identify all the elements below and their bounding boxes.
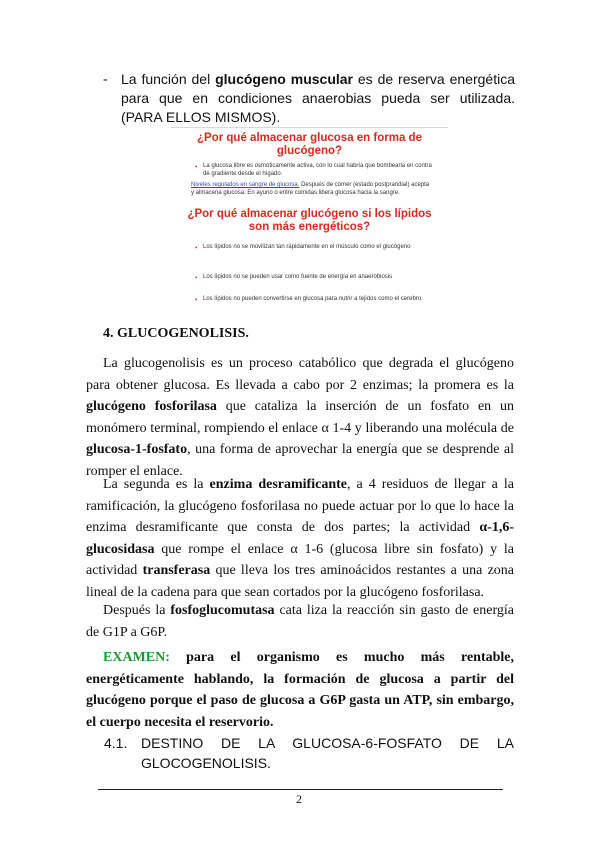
bold-run: fosfoglucomutasa <box>170 603 275 618</box>
bold-run: enzima desramificante <box>209 477 347 492</box>
text-run: que lleva los tres aminoácidos restantes a una zona lineal de la cadena para que sean cortados por la glucógeno fosforilasa. <box>86 563 514 600</box>
text-run: La glucogenolisis es un proceso catabólico que degrada el glucógeno para obtener glucosa. Es llevada a cabo por 2 enzimas; la promera es la <box>86 356 514 393</box>
bullet-dot-icon: • <box>195 163 198 171</box>
bullet-paragraph <box>121 70 515 127</box>
paragraph-desramificante <box>86 474 514 603</box>
bullet-dot-icon: • <box>195 244 198 252</box>
text-run: La función del <box>121 71 216 87</box>
text-run: es de reserva energética para que en condiciones anaerobias pueda ser utilizada. (PARA ELLOS MISMOS). <box>121 71 515 125</box>
paragraph-glucogenolisis <box>86 353 514 482</box>
bullet-dash: - <box>103 72 108 87</box>
section-heading: 4. GLUCOGENOLISIS. <box>103 326 249 341</box>
text-run: que cataliza la inserción de un fosfato en un monómero terminal, rompiendo el enlace α 1-4 y liberando una molécula de <box>86 399 514 436</box>
text-run: Después la <box>103 603 171 618</box>
slide-item-2 <box>191 181 433 197</box>
paragraph-fosfoglucomutasa <box>86 600 514 643</box>
bold-run: glucógeno muscular <box>215 71 353 87</box>
subsection-number: 4.1. <box>104 735 128 751</box>
text-run: , una forma de aprovechar la energía que se desprende al romper el enlace. <box>86 442 514 479</box>
slide-item-1: La glucosa libre es osmóticamente activa, con lo cual habría que bombearla en contra de gradiente desde el hígado. <box>203 163 432 177</box>
bold-run: α-1,6-glucosidasa <box>86 520 514 557</box>
bold-run: transferasa <box>142 563 211 578</box>
text-run: que rompe el enlace α 1-6 (glucosa libre sin fosfato) y la actividad <box>86 541 514 578</box>
exam-note <box>86 647 514 733</box>
text-run: para el organismo es mucho más rentable, energéticamente hablando, la formación de glucosa a partir del glucógeno porque el paso de glucosa a G6P gasta un ATP, sin embargo, el cuerpo necesita el reservorio. <box>86 650 514 730</box>
page-number: 2 <box>296 792 302 806</box>
bullet-dot-icon: • <box>195 274 198 282</box>
subsection-title-line-2: GLOCOGENOLISIS. <box>141 755 271 771</box>
slide-link-text: Niveles regulados en sangre de glucosa. <box>191 182 300 188</box>
text-run: Después de comer (estado postprandial) acepta y almacena glucosa. En ayuno o entre comidas libera glucosa hacia la sangre. <box>191 182 430 196</box>
subsection-title-line-1: DESTINO DE LA GLUCOSA-6-FOSFATO DE LA <box>141 735 514 751</box>
text-run: cata liza la reacción sin gasto de energía de G1P a G6P. <box>86 603 514 640</box>
bold-run: glucosa-1-fosfato <box>86 442 188 457</box>
text-run: , a 4 residuos de llegar a la ramificación, la glucógeno fosforilasa no puede actuar por lo que lo hace la enzima desramificante que consta de dos partes; la actividad <box>86 477 514 535</box>
slide-title-2: ¿Por qué almacenar glucógeno si los lípidos son más energéticos? <box>187 208 432 233</box>
slide-title-1: ¿Por qué almacenar glucosa en forma de glucógeno? <box>197 132 422 157</box>
bold-run: glucógeno fosforilasa <box>86 399 217 414</box>
text-run: La segunda es la <box>103 477 210 492</box>
bullet-dot-icon: • <box>195 296 198 304</box>
footer-rule <box>98 789 503 790</box>
slide-lipid-item-1: Los lípidos no se movilizan tan rápidamente en el músculo como el glucógeno <box>203 244 411 250</box>
slide-lipid-item-2: Los lípidos no se pueden usar como fuente de energía en anaerobiosis <box>203 274 393 280</box>
exam-label: EXAMEN: <box>103 650 170 665</box>
embedded-slide-image <box>171 127 448 314</box>
slide-lipid-item-3: Los lípidos no pueden convertirse en glucosa para nutrir a tejidos como el cerebro. <box>203 296 423 302</box>
